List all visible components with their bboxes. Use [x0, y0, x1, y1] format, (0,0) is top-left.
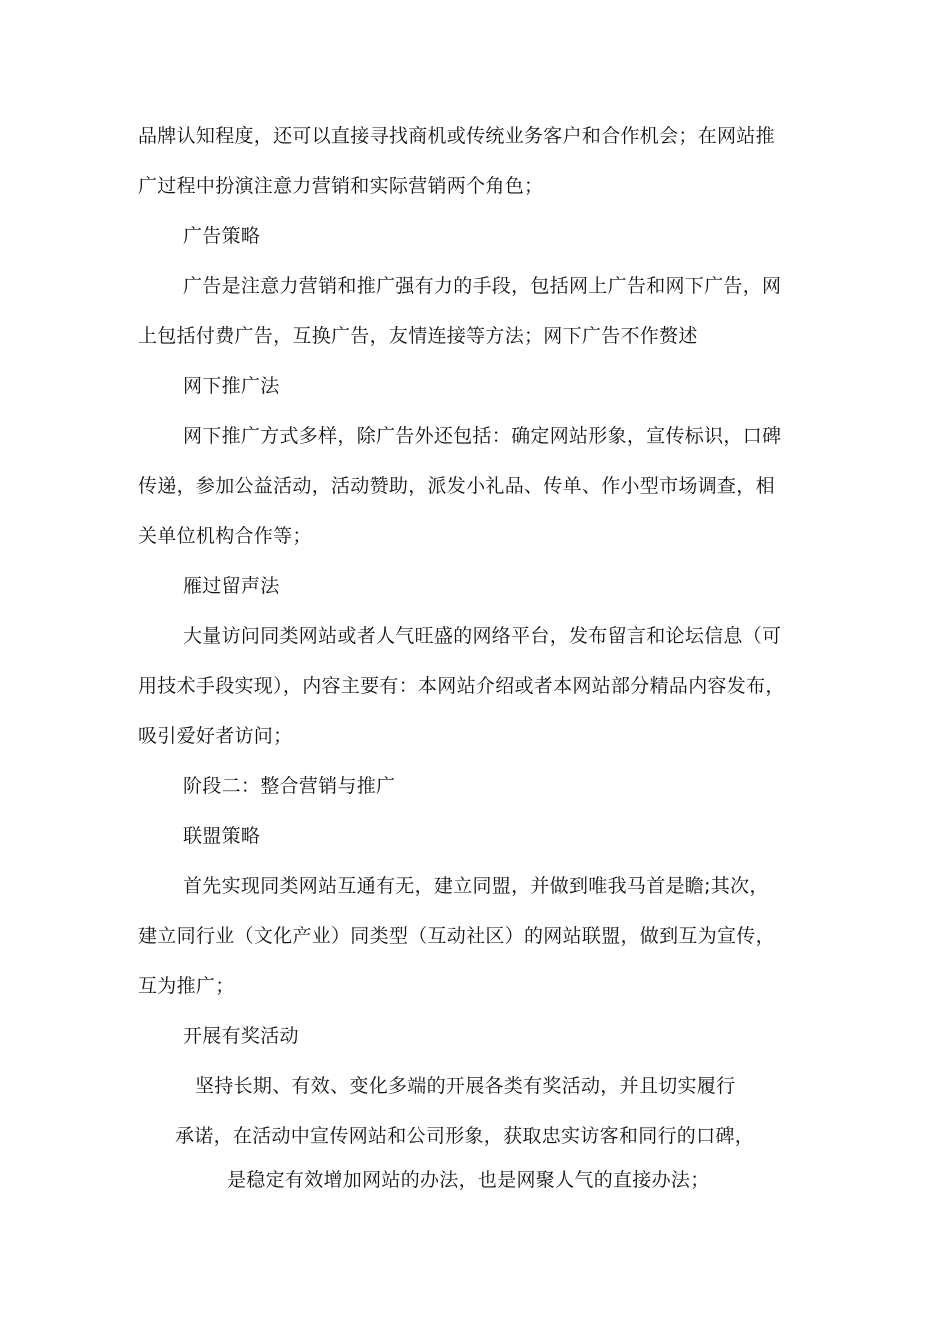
paragraph-line: 坚持长期、有效、变化多端的开展各类有奖活动，并且切实履行 [195, 1075, 736, 1097]
section-heading-ad-strategy: 广告策略 [183, 225, 261, 247]
paragraph-line: 承诺，在活动中宣传网站和公司形象，获取忠实访客和同行的口碑， [175, 1125, 755, 1147]
paragraph-line: 广过程中扮演注意力营销和实际营销两个角色； [138, 175, 544, 197]
paragraph-line: 互为推广； [138, 975, 235, 997]
section-heading-stage-two: 阶段二：整合营销与推广 [183, 775, 396, 797]
paragraph-line: 上包括付费广告，互换广告，友情连接等方法；网下广告不作赘述 [138, 325, 698, 347]
section-heading-alliance-strategy: 联盟策略 [183, 825, 261, 847]
paragraph-line: 网下推广方式多样，除广告外还包括：确定网站形象，宣传标识，口碑 [183, 425, 782, 447]
section-heading-offline-promotion: 网下推广法 [183, 375, 280, 397]
section-heading-prize-activities: 开展有奖活动 [183, 1025, 299, 1047]
paragraph-line: 首先实现同类网站互通有无，建立同盟，并做到唯我马首是瞻;其次， [183, 875, 769, 897]
paragraph-line: 广告是注意力营销和推广强有力的手段，包括网上广告和网下广告，网 [183, 275, 782, 297]
paragraph-line: 建立同行业（文化产业）同类型（互动社区）的网站联盟，做到互为宣传， [138, 925, 775, 947]
paragraph-line: 传递，参加公益活动，活动赞助，派发小礼品、传单、作小型市场调查，相 [138, 475, 775, 497]
section-heading-leave-message: 雁过留声法 [183, 575, 280, 597]
paragraph-line: 大量访问同类网站或者人气旺盛的网络平台，发布留言和论坛信息（可 [183, 625, 782, 647]
paragraph-line: 品牌认知程度，还可以直接寻找商机或传统业务客户和合作机会；在网站推 [138, 125, 775, 147]
paragraph-line: 关单位机构合作等； [138, 525, 312, 547]
paragraph-line: 用技术手段实现），内容主要有：本网站介绍或者本网站部分精品内容发布， [138, 675, 785, 697]
paragraph-line: 是稳定有效增加网站的办法，也是网聚人气的直接办法； [227, 1169, 710, 1191]
paragraph-line: 吸引爱好者访问； [138, 725, 293, 747]
